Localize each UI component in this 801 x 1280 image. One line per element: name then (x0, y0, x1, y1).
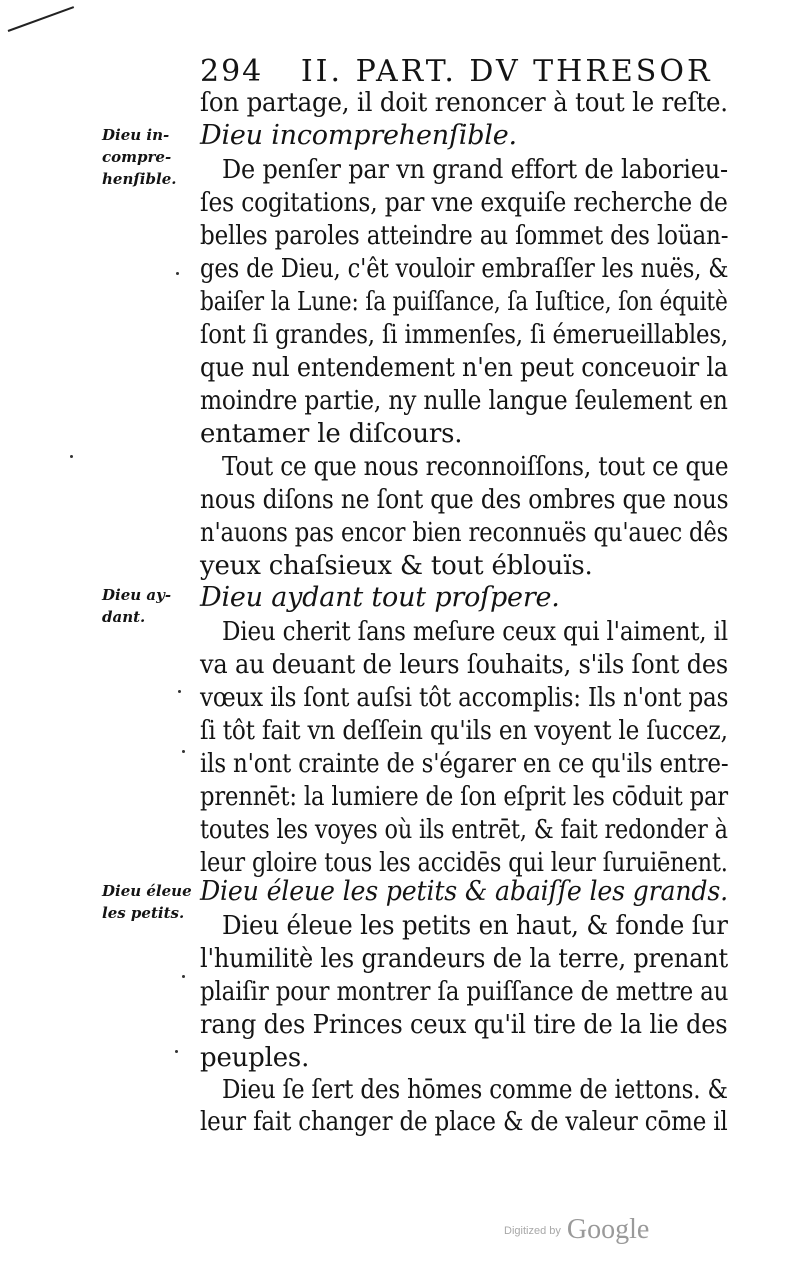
text-line: baiſer la Lune: ſa puiſſance, ſa Iuſtice, ſon équitè (200, 287, 728, 317)
running-head (200, 52, 713, 92)
page-number: 294 (200, 54, 264, 89)
scan-speck (176, 272, 179, 275)
margin-note-line: les petits. (102, 904, 185, 922)
scan-speck (178, 690, 181, 693)
margin-note-line: henſible. (102, 170, 177, 188)
text-line: ſon partage, il doit renoncer à tout le reſte. (200, 88, 728, 118)
text-line: plaiſir pour montrer ſa puiſſance de mettre au (200, 977, 729, 1007)
scan-speck (182, 975, 185, 978)
text-line: Dieu éleue les petits en haut, & fonde ſur (222, 911, 728, 941)
text-line: leur fait changer de place & de valeur cōme il (200, 1107, 728, 1137)
text-line: yeux chaſsieux & tout éblouïs. (200, 551, 593, 581)
text-line: moindre partie, ny nulle langue ſeulement en (200, 386, 728, 416)
margin-note-dieu-eleue (102, 880, 197, 924)
margin-note-dieu-incomprehensible (102, 124, 197, 190)
text-line: nous diſons ne ſont que des ombres que nous (200, 485, 729, 515)
text-line: peuples. (200, 1043, 310, 1073)
text-line: Dieu ſe ſert des hōmes comme de iettons. & (222, 1075, 728, 1105)
section-heading: Dieu aydant tout proſpere. (200, 582, 560, 613)
text-line: Dieu cherit ſans meſure ceux qui l'aiment, il (222, 617, 728, 647)
scan-speck (182, 750, 185, 753)
text-line: entamer le diſcours. (200, 419, 463, 449)
margin-note-line: dant. (102, 608, 146, 626)
text-line: l'humilitè les grandeurs de la terre, prenant (200, 944, 728, 974)
text-line: belles paroles atteindre au ſommet des loüan- (200, 221, 729, 251)
scan-speck (175, 1050, 178, 1053)
text-line: va au deuant de leurs ſouhaits, s'ils ſont des (200, 650, 729, 680)
text-line: n'auons pas encor bien reconnuës qu'auec dês (200, 518, 729, 548)
section-heading: Dieu incomprehenſible. (200, 120, 517, 151)
text-line: toutes les voyes où ils entrēt, & fait redonder à (200, 815, 728, 845)
google-logo: Google (566, 1214, 650, 1245)
margin-note-line: Dieu éleue (102, 882, 192, 900)
watermark-prefix: Digitized by (504, 1225, 561, 1237)
digitized-watermark (504, 1214, 649, 1246)
ink-stroke-mark (8, 6, 74, 32)
text-line: ges de Dieu, c'êt vouloir embraſſer les nuës, & (200, 254, 729, 284)
text-line: Tout ce que nous reconnoiſſons, tout ce que (222, 452, 729, 482)
text-line: que nul entendement n'en peut conceuoir la (200, 353, 728, 383)
running-title: II. PART. DV THRESOR (300, 54, 713, 89)
scan-speck (70, 455, 73, 458)
text-line: rang des Princes ceux qu'il tire de la lie des (200, 1010, 728, 1040)
text-line: De penſer par vn grand effort de laborieu- (222, 155, 728, 185)
text-line: vœux ils ſont auſsi tôt accomplis: Ils n'ont pas (200, 683, 729, 713)
text-line: leur gloire tous les accidēs qui leur ſuruiēnent. (200, 848, 728, 878)
margin-note-dieu-aydant (102, 584, 197, 628)
text-line: ſes cogitations, par vne exquiſe recherche de (200, 188, 728, 218)
text-line: ils n'ont crainte de s'égarer en ce qu'ils entre- (200, 749, 729, 779)
text-line: ſi tôt fait vn deſſein qu'ils en voyent le ſuccez, (200, 716, 728, 746)
text-line: ſont ſi grandes, ſi immenſes, ſi émerueillables, (200, 320, 728, 350)
margin-note-line: Dieu ay- (102, 586, 172, 604)
margin-note-line: compre- (102, 148, 172, 166)
section-heading: Dieu éleue les petits & abaiſſe les grands. (200, 876, 728, 907)
text-line: prennēt: la lumiere de ſon eſprit les cōduit par (200, 782, 728, 812)
margin-note-line: Dieu in- (102, 126, 170, 144)
